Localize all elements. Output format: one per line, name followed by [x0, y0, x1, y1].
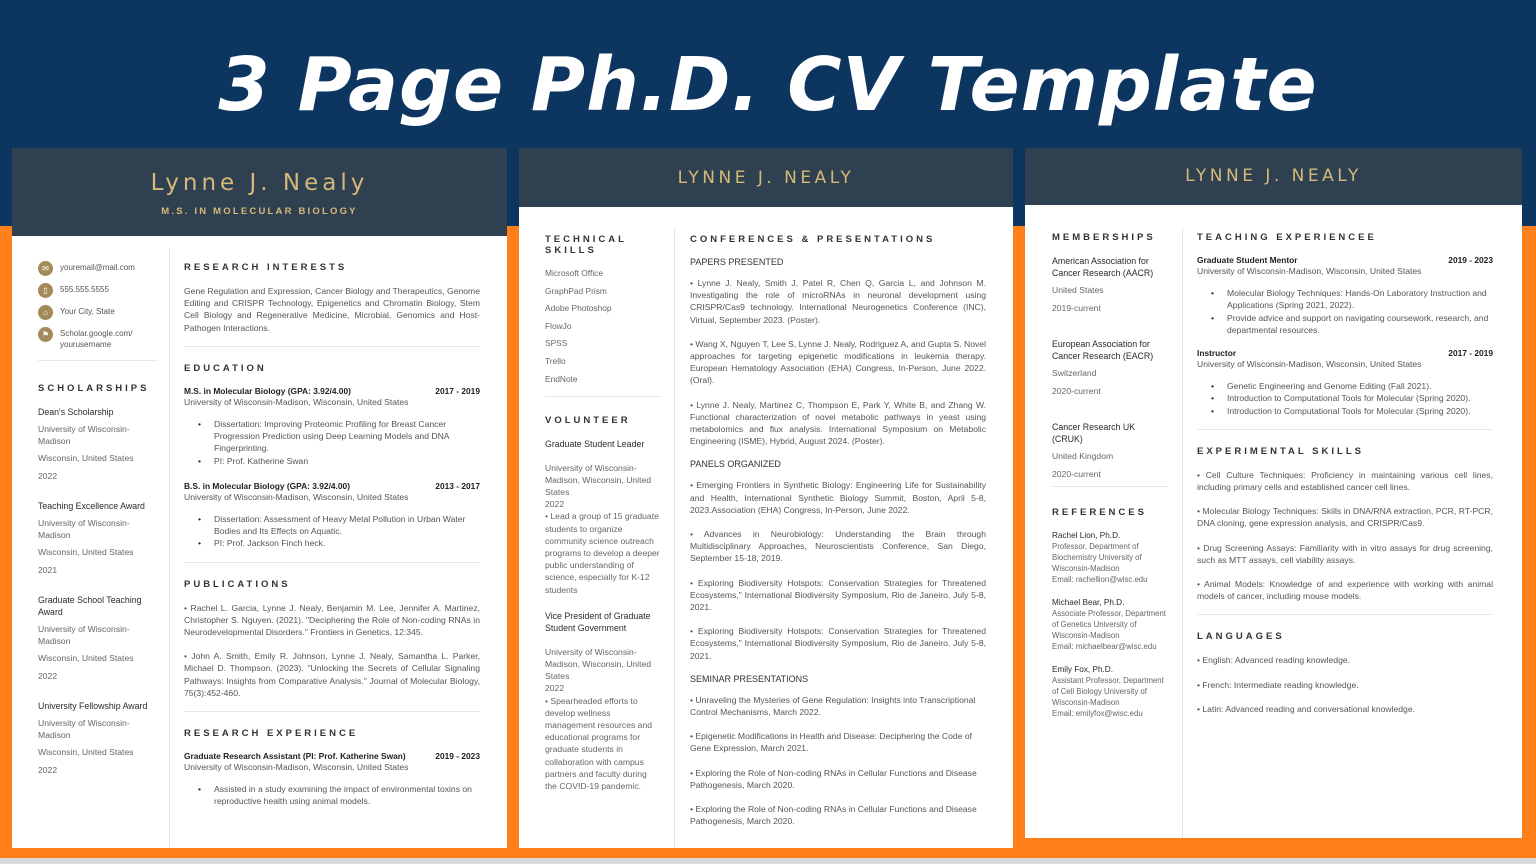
scholarship-item [38, 500, 158, 576]
bullet: • Genetic Engineering and Genome Editing (Fall 2021). [1227, 380, 1493, 392]
contact-text: youremail@mail.com [60, 263, 135, 272]
divider [184, 346, 480, 347]
bullet: • Dissertation: Improving Proteomic Profiling for Breast Cancer Progression Prediction using Deep Learning Models and DNA Fingerprinting. [214, 418, 480, 455]
dates: 2019 - 2023 [435, 751, 480, 762]
volunteer-title: Graduate Student Leader [545, 438, 645, 449]
membership-place: United States [1052, 285, 1104, 295]
language-item: • French: Intermediate reading knowledge. [1197, 679, 1359, 690]
divider [1197, 429, 1493, 430]
degree: B.S. in Molecular Biology (GPA: 3.92/4.00) [184, 480, 350, 491]
cv-page-3 [1025, 148, 1522, 838]
paper-item: • Lynne J. Nealy, Smith J, Patel R, Chen Q, Garcia L, and Johnson M. Investigating the role of microRNAs in neuronal development using CRISPR/Cas9 technology. International Neurogenetics Conference (INC), Virtual, September 2023. (Poster). [690, 278, 986, 325]
contact-text: Your City, State [60, 307, 115, 316]
skill-item: • Animal Models: Knowledge of and experience with working with animal models of cancer, including mouse models. [1197, 579, 1493, 602]
skill-item: EndNote [545, 373, 578, 384]
school: University of Wisconsin-Madison, Wisconsin, United States [1197, 266, 1422, 276]
section-heading: LANGUAGES [1197, 631, 1285, 643]
reference-details: Assistant Professor, Department of Cell Biology University of Wisconsin-Madison [1052, 676, 1164, 707]
membership-title: European Association for Cancer Research (EACR) [1052, 339, 1154, 361]
column-divider [1182, 228, 1183, 838]
language-item: • English: Advanced reading knowledge. [1197, 655, 1351, 666]
dates: 2019 - 2023 [1448, 255, 1493, 265]
volunteer-item [545, 438, 661, 596]
section-heading: TEACHING EXPERIENCEE [1197, 232, 1377, 243]
teaching-item [1197, 348, 1493, 417]
page-header [519, 148, 1013, 207]
subsection-heading: PANELS ORGANIZED [690, 459, 781, 470]
skill-item: Trello [545, 355, 566, 366]
main-column [184, 262, 480, 808]
reference-details: Associate Professor, Department of Genetics University of Wisconsin-Madison [1052, 609, 1166, 640]
contact-text: 555.555.5555 [60, 285, 109, 294]
volunteer-year: 2022 [545, 683, 565, 694]
degree: M.S. in Molecular Biology (GPA: 3.92/4.00) [184, 385, 351, 396]
dates: 2013 - 2017 [435, 480, 480, 491]
volunteer-desc: • Lead a group of 15 graduate students to organize community science outreach programs to develop a deeper public understanding of science, especially for K-12 students [545, 511, 660, 595]
reference-email: Email: rachellion@wisc.edu [1052, 575, 1148, 584]
dates: 2017 - 2019 [435, 385, 480, 396]
scholarship-title: Dean's Scholarship [38, 407, 114, 417]
school: University of Wisconsin-Madison, Wisconsin, United States [184, 762, 409, 773]
panel-item: • Exploring Biodiversity Hotspots: Conservation Strategies for Threatened Ecosystems," International Biodiversity Symposium, Rio de Janeiro, July 5-8, 2021. [690, 626, 986, 661]
membership-place: United Kingdom [1052, 451, 1114, 461]
reference-details: Professor, Department of Biochemistry University of Wisconsin-Madison [1052, 542, 1142, 573]
skill-item: FlowJo [545, 320, 572, 331]
scholarship-place: Wisconsin, United States [38, 747, 134, 757]
section-heading: REFERENCES [1052, 507, 1147, 518]
contact-location [38, 305, 158, 320]
scholarship-year: 2022 [38, 470, 58, 481]
seminar-item: • Exploring the Role of Non-coding RNAs in Cellular Functions and Disease Pathogenesis, March 2020. [690, 767, 977, 790]
reference-name: Emily Fox, Ph.D. [1052, 665, 1113, 674]
reference-email: Email: emilyfox@wisc.edu [1052, 709, 1143, 718]
scholarship-place: Wisconsin, United States [38, 653, 134, 663]
education-item [184, 481, 480, 550]
section-heading: VOLUNTEER [545, 414, 631, 426]
scholarship-year: 2022 [38, 764, 58, 775]
scholarship-org: University of Wisconsin-Madison [38, 424, 130, 446]
divider [1197, 614, 1493, 615]
skill-item: • Molecular Biology Techniques: Skills in DNA/RNA extraction, PCR, RT-PCR, DNA cloning, gene expression analysis, and CRISPR/Cas9. [1197, 506, 1493, 529]
education-item [184, 386, 480, 467]
bullet: • Introduction to Computational Tools for Molecular (Spring 2020). [1227, 392, 1493, 404]
school: University of Wisconsin-Madison, Wisconsin, United States [184, 491, 409, 502]
panel-item: • Exploring Biodiversity Hotspots: Conservation Strategies for Threatened Ecosystems," International Biodiversity Symposium, Rio de Janeiro, July 5-8, 2021. [690, 577, 986, 613]
scholarship-org: University of Wisconsin-Madison [38, 518, 130, 540]
contact-phone [38, 283, 158, 298]
dates: 2017 - 2019 [1448, 348, 1493, 359]
scholarship-year: 2021 [38, 564, 58, 575]
scholarship-item [38, 594, 158, 682]
scholarship-item [38, 700, 158, 776]
page-header [1025, 148, 1522, 205]
section-heading: RESEARCH INTERESTS [184, 262, 348, 273]
language-item: • Latin: Advanced reading and conversational knowledge. [1197, 703, 1416, 714]
panel-item: • Advances in Neurobiology: Understanding the Brain through Multidisciplinary Approaches, Neuroscientists Conference, San Diego, September 15-18, 2019. [690, 529, 986, 564]
divider [1052, 486, 1168, 487]
column-divider [674, 228, 675, 848]
scholarship-year: 2022 [38, 670, 58, 681]
bullet: • Dissertation: Assessment of Heavy Metal Pollution in Urban Water Bodies and Its Effects on Aquatic. [214, 513, 480, 537]
membership-dates: 2019-current [1052, 302, 1101, 313]
subsection-heading: PAPERS PRESENTED [690, 257, 784, 267]
volunteer-title: Vice President of Graduate Student Government [545, 610, 651, 633]
membership-dates: 2020-current [1052, 468, 1101, 479]
section-heading: MEMBERSHIPS [1052, 232, 1156, 243]
volunteer-year: 2022 [545, 499, 565, 510]
publication-item: • John A. Smith, Emily R. Johnson, Lynne J. Nealy, Samantha L. Parker, Michael D. Thompson. (2023). "Unlocking the Secrets of Cellular Signaling Pathways: Insights from Comparative Analysis." Journal of Molecular Biology, 75(3):452-460. [184, 651, 480, 698]
bullet: • PI: Prof. Jackson Finch heck. [214, 537, 480, 549]
section-heading: CONFERENCES & PRESENTATIONS [690, 234, 936, 245]
phone-icon: ▯ [38, 283, 53, 298]
sidebar [1052, 232, 1168, 719]
section-heading: RESEARCH EXPERIENCE [184, 728, 359, 740]
scholarship-place: Wisconsin, United States [38, 453, 134, 463]
section-heading: TECHNICAL SKILLS [545, 234, 627, 256]
divider [184, 711, 480, 712]
publication-item: • Rachel L. Garcia, Lynne J. Nealy, Benjamin M. Lee, Jennifer A. Martinez, Christopher S. Nguyen. (2021). "Deciphering the Role of Non-coding RNAs in Neurodevelopmental Disorders." Frontiers in Genetics, 12:345. [184, 602, 480, 638]
reference-name: Michael Bear, Ph.D. [1052, 598, 1125, 607]
membership-item [1052, 255, 1168, 314]
section-heading: EDUCATION [184, 362, 267, 374]
school: University of Wisconsin-Madison, Wisconsin, United States [1197, 359, 1422, 370]
reference-email: Email: michaelbear@wisc.edu [1052, 642, 1157, 651]
cv-name: LYNNE J. NEALY [1185, 166, 1362, 186]
bullet: • Introduction to Computational Tools for Molecular (Spring 2020). [1227, 405, 1493, 417]
skill-item: GraphPad Prism [545, 285, 607, 296]
volunteer-item [545, 610, 661, 792]
panel-item: • Emerging Frontiers in Synthetic Biology: Engineering Life for Sustainability and Health, International Synthetic Biology Summit, Boston, April 5-8, 2023.Association (EHA) Congress, In-Person, June 2022. [690, 480, 986, 515]
cv-page-1 [12, 148, 507, 848]
section-heading: EXPERIMENTAL SKILLS [1197, 445, 1364, 457]
divider [38, 360, 158, 361]
sidebar [38, 261, 158, 794]
section-heading: SCHOLARSHIPS [38, 383, 150, 394]
main-column [1197, 232, 1493, 727]
reference-item [1052, 530, 1168, 585]
scholarship-title: Teaching Excellence Award [38, 501, 145, 511]
scholarship-item [38, 406, 158, 482]
bullet: • PI: Prof. Katherine Swan [214, 455, 480, 467]
cv-name: Lynne J. Nealy [150, 170, 369, 196]
cv-page-2 [519, 148, 1013, 848]
scholarship-title: Graduate School Teaching Award [38, 595, 142, 617]
skill-item: SPSS [545, 338, 568, 349]
cv-name: LYNNE J. NEALY [677, 168, 855, 188]
contact-email [38, 261, 158, 276]
seminar-item: • Exploring the Role of Non-coding RNAs in Cellular Functions and Disease Pathogenesis, March 2020. [690, 804, 977, 827]
banner-title: 3 Page Ph.D. CV Template [218, 42, 1318, 128]
membership-place: Switzerland [1052, 368, 1097, 378]
column-divider [169, 248, 170, 848]
skill-item: • Drug Screening Assays: Familiarity with in vitro assays for drug screening, such as MTT assays, cell viability assays. [1197, 542, 1493, 565]
contact-text: Scholar.google.com/ yourusername [60, 329, 133, 349]
membership-dates: 2020-current [1052, 385, 1101, 396]
bullet: • Assisted in a study examining the impact of environmental toxins on reproductive health using animal models. [214, 783, 480, 807]
research-interests-text: Gene Regulation and Expression, Cancer Biology and Therapeutics, Genome Editing and CRISPR Technology, Epigenetics and Chromatin Biology, Stem Cell Biology and Regenerative Medicine, Microbial, Genomics and Host-Pathogen Interactions. [184, 286, 480, 333]
volunteer-desc: • Spearheaded efforts to develop wellness management resources and educational programs for graduate students in collaboration with campus partners and faculty during the COVID-19 pandemic. [545, 695, 653, 792]
school: University of Wisconsin-Madison, Wisconsin, United States [184, 396, 409, 407]
role: Graduate Student Mentor [1197, 255, 1298, 265]
scholarship-title: University Fellowship Award [38, 701, 148, 711]
membership-item [1052, 338, 1168, 397]
reference-item [1052, 597, 1168, 652]
bullet: • Provide advice and support on navigating coursework, research, and departmental resources. [1227, 312, 1493, 336]
paper-item: • Lynne J. Nealy, Martinez C, Thompson E, Park Y, White B, and Zhang W. Functional characterization of novel metabolic pathways in yeast using metabolomics and flux analysis. International Symposium on Metabolic Engineering (ISME), Hybrid, August 2024. (Poster). [690, 399, 986, 447]
scholarship-place: Wisconsin, United States [38, 547, 134, 557]
membership-title: Cancer Research UK (CRUK) [1052, 422, 1136, 444]
skill-item: Microsoft Office [545, 268, 604, 278]
membership-item [1052, 421, 1168, 480]
membership-title: American Association for Cancer Research (AACR) [1052, 256, 1154, 278]
cv-subtitle: M.S. IN MOLECULAR BIOLOGY [161, 206, 358, 217]
reference-item [1052, 664, 1168, 719]
scholarship-org: University of Wisconsin-Madison [38, 718, 130, 740]
bottom-strip [0, 858, 1536, 864]
reference-name: Rachel Lion, Ph.D. [1052, 531, 1121, 540]
home-icon: ⌂ [38, 305, 53, 320]
page-header [12, 148, 507, 236]
scholarship-org: University of Wisconsin-Madison [38, 624, 130, 646]
skill-item: • Cell Culture Techniques: Proficiency in maintaining various cell lines, including primary cells and established cancer cell lines. [1197, 469, 1493, 493]
seminar-item: • Epigenetic Modifications in Health and Disease: Deciphering the Code of Gene Expression, March 2021. [690, 731, 972, 754]
email-icon: ✉ [38, 261, 53, 276]
teaching-item [1197, 255, 1493, 336]
divider [184, 562, 480, 563]
role: Graduate Research Assistant (PI: Prof. Katherine Swan) [184, 751, 406, 762]
graduation-cap-icon: ⚑ [38, 327, 53, 342]
bullet: • Molecular Biology Techniques: Hands-On Laboratory Instruction and Applications (Spring 2021, 2022). [1227, 287, 1493, 311]
contact-scholar [38, 327, 158, 350]
divider [545, 396, 661, 397]
section-heading: PUBLICATIONS [184, 578, 291, 590]
role: Instructor [1197, 348, 1237, 359]
sidebar [545, 234, 661, 792]
paper-item: • Wang X, Nguyen T, Lee S, Lynne J. Nealy, Rodriguez A, and Gupta S. Novel approaches for targeting epigenetic modifications in leukemia therapy. European Hematology Association (EHA) Congress, In-Person, June 2022. (Oral). [690, 338, 986, 386]
subsection-heading: SEMINAR PRESENTATIONS [690, 673, 809, 684]
main-column [690, 234, 986, 840]
skill-item: Adobe Photoshop [545, 303, 612, 314]
volunteer-org: University of Wisconsin-Madison, Wisconsin, United States [545, 646, 652, 682]
seminar-item: • Unraveling the Mysteries of Gene Regulation: Insights into Transcriptional Control Mechanisms, March 2022. [690, 694, 976, 718]
volunteer-org: University of Wisconsin-Madison, Wisconsin, United States [545, 462, 652, 497]
